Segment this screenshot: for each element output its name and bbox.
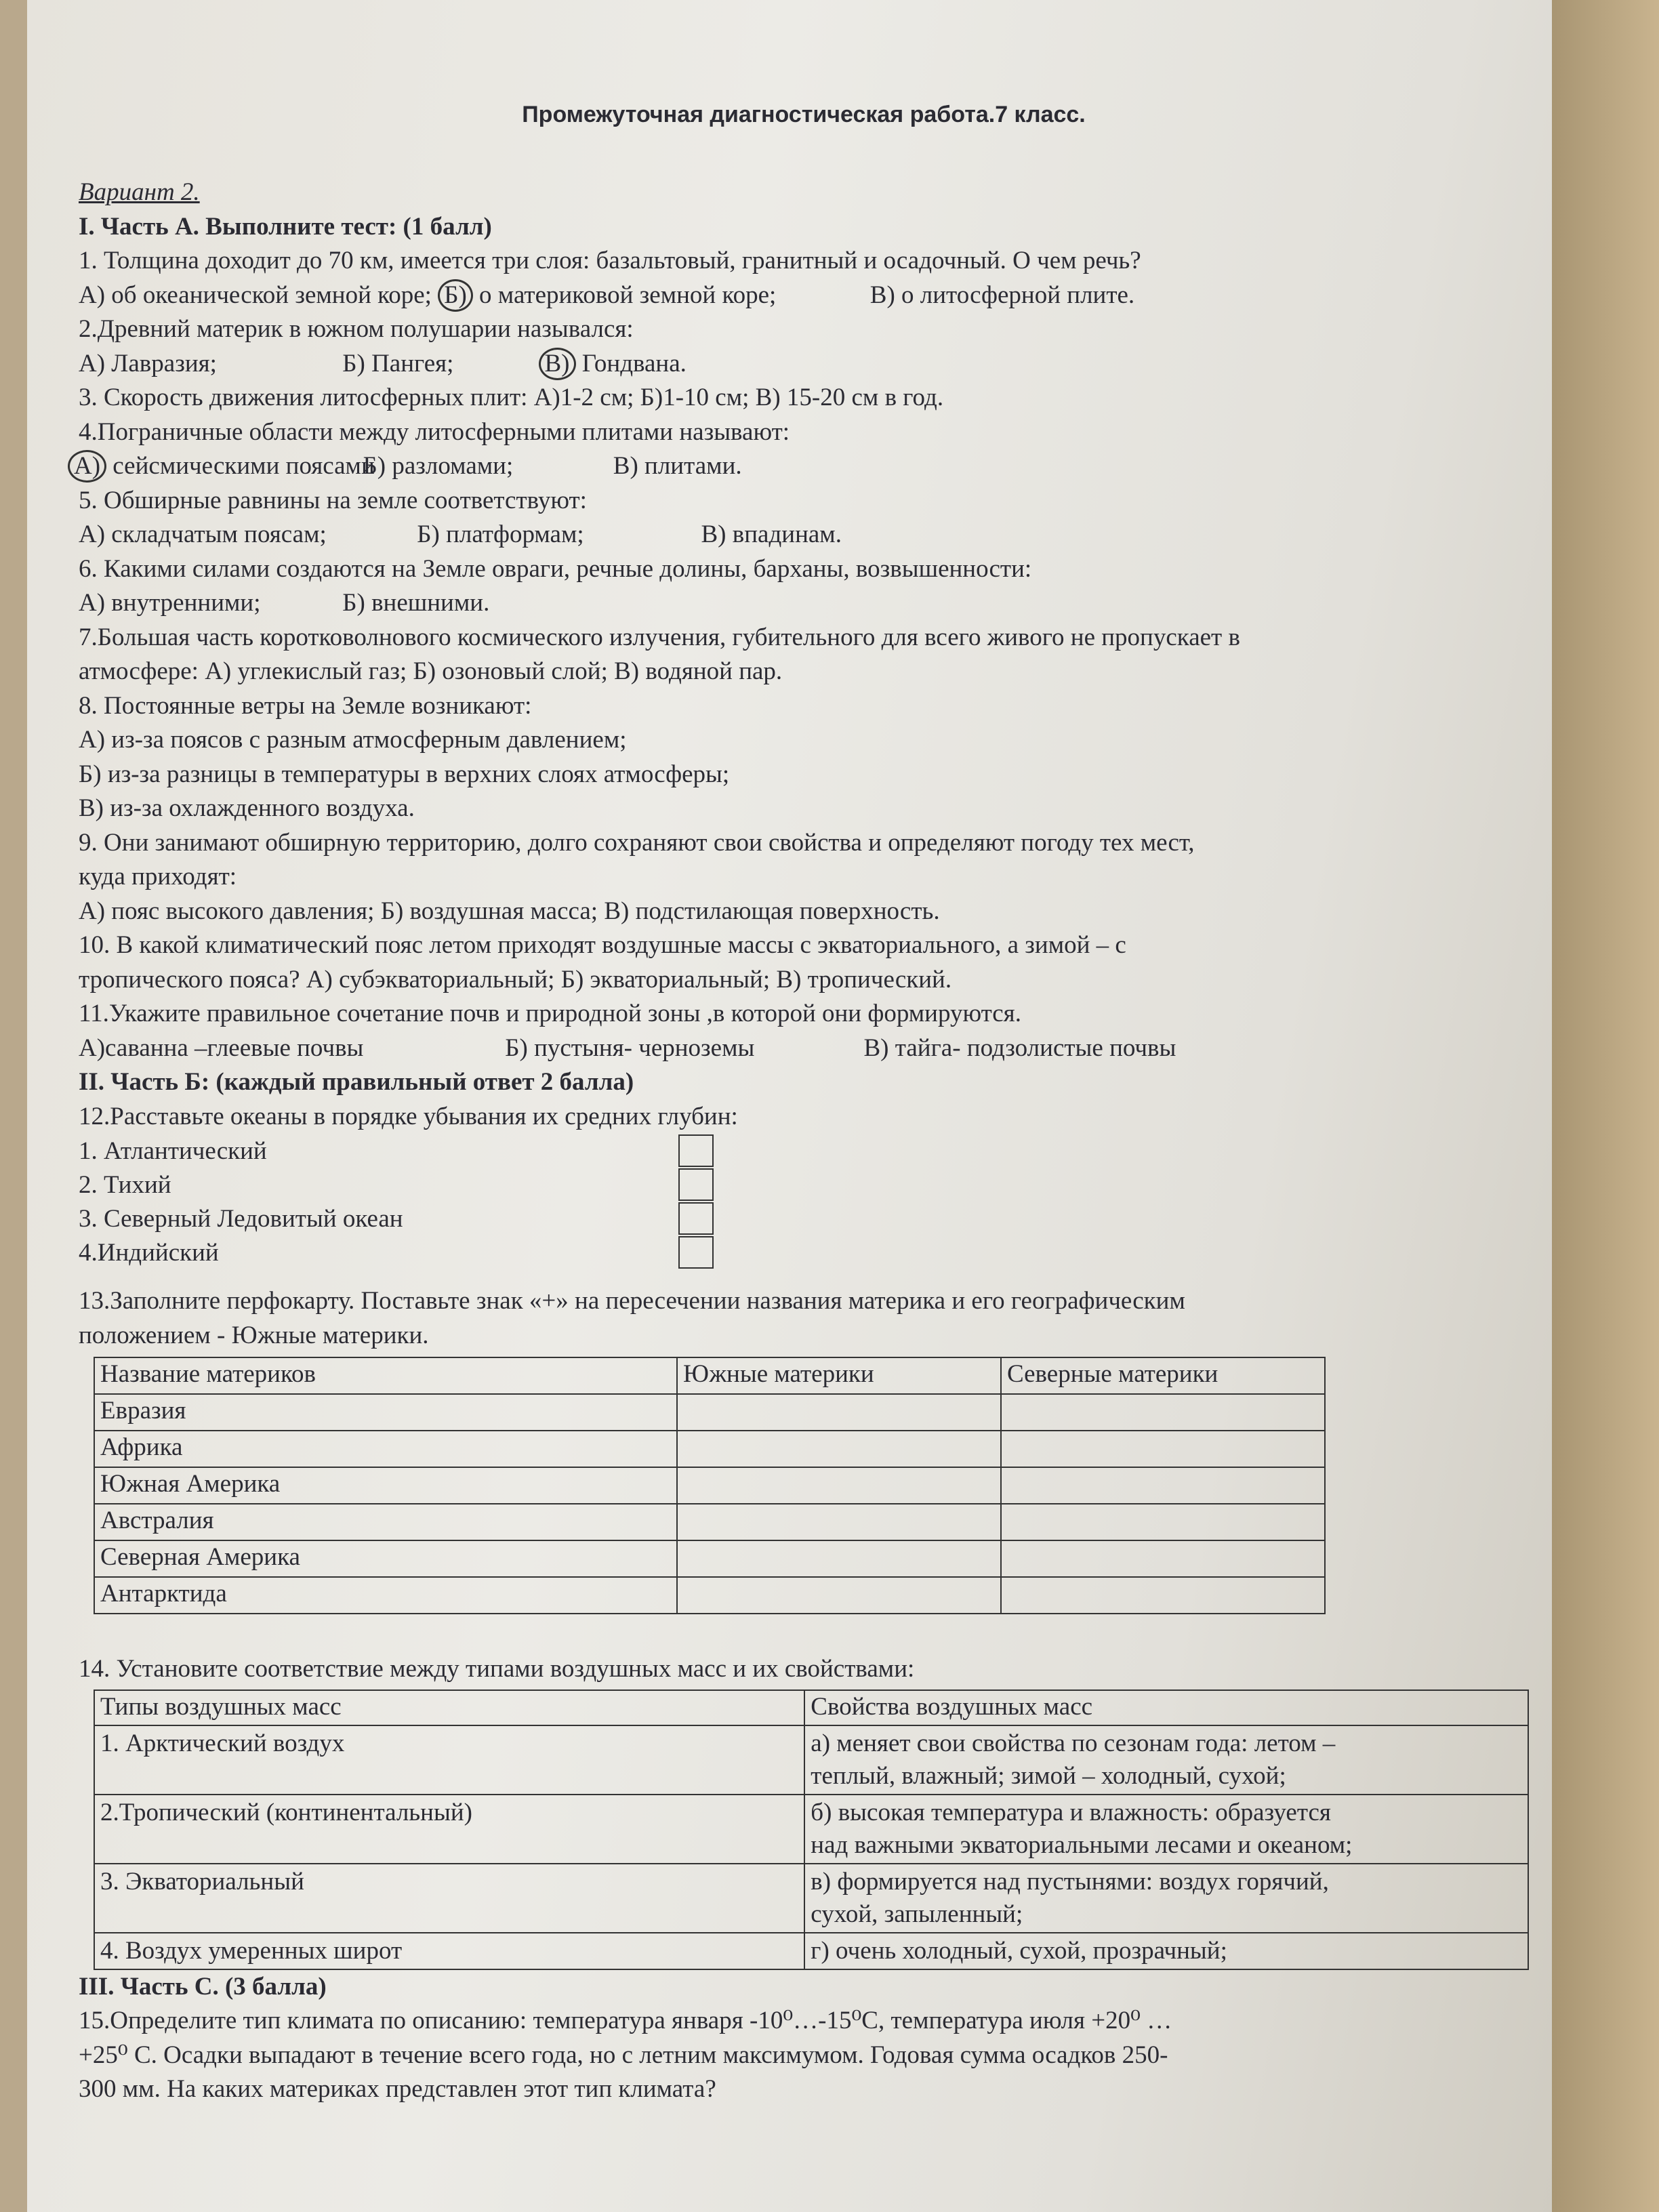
air-mass-type: 4. Воздух умеренных широт	[94, 1933, 804, 1969]
answer-cell[interactable]	[677, 1540, 1001, 1577]
circled-answer-mark: А)	[68, 450, 106, 483]
column-header: Северные материки	[1001, 1357, 1325, 1394]
answer-cell[interactable]	[677, 1467, 1001, 1504]
question-4-options	[68, 449, 1529, 484]
option-b: Б) пустыня- черноземы	[505, 1033, 755, 1062]
ocean-label: 1. Атлантический	[79, 1136, 267, 1165]
table-row	[94, 1431, 1325, 1467]
question-8-option-a: А) из-за поясов с разным атмосферным давлением;	[79, 726, 627, 754]
continent-name: Африка	[94, 1431, 677, 1467]
continent-name: Австралия	[94, 1504, 677, 1540]
column-header: Южные материки	[677, 1357, 1001, 1394]
ocean-label: 4.Индийский	[79, 1238, 219, 1267]
table-row	[94, 1795, 1528, 1864]
question-14: 14. Установите соответствие между типами воздушных масс и их свойствами:	[79, 1655, 915, 1683]
part-a-heading: I. Часть А. Выполните тест: (1 балл)	[79, 212, 492, 241]
air-mass-type: 1. Арктический воздух	[94, 1725, 804, 1795]
question-13-continued: положением - Южные материки.	[79, 1321, 429, 1349]
answer-cell[interactable]	[677, 1577, 1001, 1614]
answer-cell[interactable]	[1001, 1540, 1325, 1577]
air-mass-type: 3. Экваториальный	[94, 1864, 804, 1933]
answer-cell[interactable]	[677, 1504, 1001, 1540]
list-item	[79, 1134, 1529, 1168]
column-header: Название материков	[94, 1357, 677, 1394]
option-c: В) о литосферной плите.	[869, 281, 1135, 309]
question-5-options	[79, 518, 1529, 552]
continents-table	[94, 1357, 1326, 1614]
answer-box[interactable]	[678, 1134, 714, 1167]
table-row	[94, 1725, 1528, 1795]
air-mass-type: 2.Тропический (континентальный)	[94, 1795, 804, 1864]
list-item	[79, 1202, 1529, 1235]
option-a: сейсмическими поясами	[112, 452, 375, 480]
question-2: 2.Древний материк в южном полушарии назывался:	[79, 315, 634, 343]
option-b: Б) платформам;	[417, 520, 584, 548]
page-title: Промежуточная диагностическая работа.7 класс.	[522, 102, 1086, 127]
question-8: 8. Постоянные ветры на Земле возникают:	[79, 691, 532, 720]
question-15-continued: 300 мм. На каких материках представлен этот тип климата?	[79, 2075, 716, 2103]
answer-cell[interactable]	[1001, 1504, 1325, 1540]
answer-box[interactable]	[678, 1202, 714, 1235]
property-line: теплый, влажный; зимой – холодный, сухой;	[811, 1761, 1286, 1790]
question-8-option-b: Б) из-за разницы в температуры в верхних слоях атмосферы;	[79, 760, 730, 788]
table-row	[94, 1577, 1325, 1614]
question-6: 6. Какими силами создаются на Земле овраги, речные долины, барханы, возвышенности:	[79, 554, 1032, 583]
question-7-continued: атмосфере: А) углекислый газ; Б) озоновый слой; В) водяной пар.	[79, 657, 783, 685]
question-8-option-c: В) из-за охлажденного воздуха.	[79, 794, 415, 822]
option-b: Б) Пангея;	[342, 349, 454, 377]
air-mass-property	[804, 1795, 1528, 1864]
question-1-options	[79, 279, 1529, 313]
question-6-options	[79, 586, 1529, 621]
property-line: б) высокая температура и влажность: образуется	[811, 1798, 1331, 1826]
question-5: 5. Обширные равнины на земле соответствуют:	[79, 486, 587, 514]
question-9: 9. Они занимают обширную территорию, долго сохраняют свои свойства и определяют погоду тех мест,	[79, 828, 1195, 857]
circled-answer-mark: В)	[539, 348, 576, 380]
answer-cell[interactable]	[1001, 1394, 1325, 1431]
list-item	[79, 1168, 1529, 1202]
question-13: 13.Заполните перфокарту. Поставьте знак «+» на пересечении названия материка и его географическим	[79, 1287, 1185, 1315]
property-line: в) формируется над пустынями: воздух горячий,	[811, 1867, 1329, 1896]
option-a: А) складчатым поясам;	[79, 520, 327, 548]
continent-name: Южная Америка	[94, 1467, 677, 1504]
question-10-continued: тропического пояса? А) субэкваториальный; Б) экваториальный; В) тропический.	[79, 965, 952, 994]
air-mass-property: г) очень холодный, сухой, прозрачный;	[804, 1933, 1528, 1969]
option-a: А) об океанической земной коре;	[79, 281, 432, 309]
question-15-continued: +25⁰ С. Осадки выпадают в течение всего года, но с летним максимумом. Годовая сумма осадков 250-	[79, 2041, 1168, 2069]
ocean-list	[79, 1134, 1529, 1269]
answer-box[interactable]	[678, 1236, 714, 1269]
answer-cell[interactable]	[677, 1431, 1001, 1467]
table-row	[94, 1467, 1325, 1504]
continent-name: Евразия	[94, 1394, 677, 1431]
property-line: а) меняет свои свойства по сезонам года: летом –	[811, 1729, 1336, 1757]
air-mass-property	[804, 1725, 1528, 1795]
answer-box[interactable]	[678, 1168, 714, 1201]
continent-name: Антарктида	[94, 1577, 677, 1614]
air-mass-property	[804, 1864, 1528, 1933]
question-9-options: А) пояс высокого давления; Б) воздушная масса; В) подстилающая поверхность.	[79, 897, 940, 925]
continent-name: Северная Америка	[94, 1540, 677, 1577]
option-c: Гондвана.	[581, 349, 687, 377]
option-a: А)саванна –глеевые почвы	[79, 1033, 364, 1062]
list-item	[79, 1235, 1529, 1269]
column-header: Типы воздушных масс	[94, 1690, 804, 1725]
table-row	[94, 1540, 1325, 1577]
question-7: 7.Большая часть коротковолнового космического излучения, губительного для всего живого не пропускает в	[79, 623, 1240, 651]
property-line: сухой, запыленный;	[811, 1900, 1023, 1928]
question-10: 10. В какой климатический пояс летом приходят воздушные массы с экваториального, а зимой – с	[79, 931, 1126, 959]
question-15: 15.Определите тип климата по описанию: температура января -10⁰…-15⁰С, температура июля +20⁰ …	[79, 2007, 1172, 2034]
question-3: 3. Скорость движения литосферных плит: А)1-2 см; Б)1-10 см; В) 15-20 см в год.	[79, 384, 944, 411]
question-12: 12.Расставьте океаны в порядке убывания их средних глубин:	[79, 1102, 738, 1130]
answer-cell[interactable]	[1001, 1467, 1325, 1504]
question-2-options	[79, 347, 1529, 382]
ocean-label: 2. Тихий	[79, 1170, 171, 1199]
option-b: Б) внешними.	[342, 589, 490, 617]
option-b: о материковой земной коре;	[479, 281, 777, 309]
part-b-heading: II. Часть Б: (каждый правильный ответ 2 балла)	[79, 1068, 634, 1096]
option-c: В) тайга- подзолистые почвы	[863, 1033, 1176, 1062]
variant-label: Вариант 2.	[79, 178, 200, 206]
option-a: А) внутренними;	[79, 589, 261, 617]
air-masses-table	[94, 1689, 1529, 1970]
ocean-label: 3. Северный Ледовитый океан	[79, 1204, 403, 1233]
question-9-continued: куда приходят:	[79, 863, 237, 890]
option-a: А) Лавразия;	[79, 349, 217, 377]
table-header-row	[94, 1357, 1325, 1394]
answer-cell[interactable]	[1001, 1577, 1325, 1614]
question-11: 11.Укажите правильное сочетание почв и природной зоны ,в которой они формируются.	[79, 1000, 1021, 1027]
table-row	[94, 1933, 1528, 1969]
table-row	[94, 1864, 1528, 1933]
option-b: Б) разломами;	[363, 452, 514, 480]
question-11-options	[79, 1031, 1529, 1066]
table-header-row	[94, 1690, 1528, 1725]
document-body	[74, 102, 1529, 2107]
table-row	[94, 1504, 1325, 1540]
question-4: 4.Пограничные области между литосферными плитами называют:	[79, 417, 790, 446]
option-c: В) плитами.	[613, 452, 742, 480]
answer-cell[interactable]	[677, 1394, 1001, 1431]
option-c: В) впадинам.	[701, 520, 842, 548]
circled-answer-mark: Б)	[438, 279, 473, 312]
property-line: над важными экваториальными лесами и океаном;	[811, 1830, 1353, 1859]
question-1: 1. Толщина доходит до 70 км, имеется три слоя: базальтовый, гранитный и осадочный. О чем речь?	[79, 247, 1141, 274]
part-c-heading: III. Часть С. (3 балла)	[79, 1972, 327, 2001]
background-surface	[1552, 0, 1659, 2212]
table-row	[94, 1394, 1325, 1431]
answer-cell[interactable]	[1001, 1431, 1325, 1467]
column-header: Свойства воздушных масс	[804, 1690, 1528, 1725]
